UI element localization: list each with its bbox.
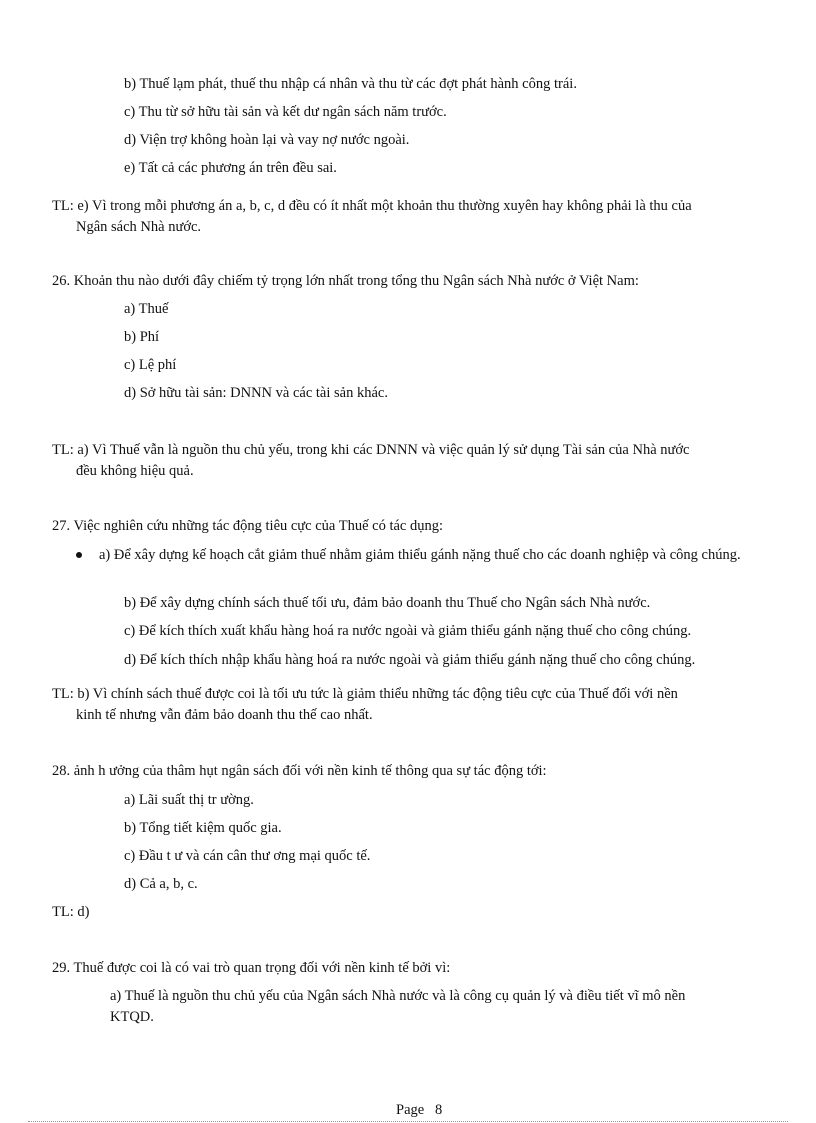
page-number: Page 8 xyxy=(396,1102,443,1118)
answer-26 xyxy=(52,440,758,482)
answer-text: TL: b) Vì chính sách thuế được coi là tối ưu tức là giảm thiểu những tác động tiêu cực của Thuế đối với nền xyxy=(52,686,678,702)
q28-option-b: b) Tổng tiết kiệm quốc gia. xyxy=(124,820,282,836)
question-27: 27. Việc nghiên cứu những tác động tiêu cực của Thuế có tác dụng: xyxy=(52,518,443,534)
answer-continuation: đều không hiệu quả. xyxy=(76,463,194,479)
option-c: c) Thu từ sở hữu tài sản và kết dư ngân sách năm trước. xyxy=(124,104,447,120)
q27-option-d: d) Để kích thích nhập khẩu hàng hoá ra nước ngoài và giảm thiểu gánh nặng thuế cho công chúng. xyxy=(124,652,696,668)
q26-option-d: d) Sở hữu tài sản: DNNN và các tài sản khác. xyxy=(124,385,388,401)
question-28: 28. ảnh h ưởng của thâm hụt ngân sách đối với nền kinh tế thông qua sự tác động tới: xyxy=(52,763,547,779)
option-continuation: KTQD. xyxy=(110,1009,154,1025)
q28-option-d: d) Cả a, b, c. xyxy=(124,876,198,892)
q28-option-a: a) Lãi suất thị tr ường. xyxy=(124,792,254,808)
footer-divider xyxy=(28,1121,788,1122)
q26-option-a: a) Thuế xyxy=(124,301,169,317)
q27-option-b: b) Để xây dựng chính sách thuế tối ưu, đảm bảo doanh thu Thuế cho Ngân sách Nhà nước. xyxy=(124,595,651,611)
q29-option-a xyxy=(110,986,758,1028)
question-29: 29. Thuế được coi là có vai trò quan trọng đối với nền kinh tế bởi vì: xyxy=(52,960,451,976)
option-e: e) Tất cả các phương án trên đều sai. xyxy=(124,160,337,176)
answer-block1 xyxy=(52,196,758,238)
answer-continuation: kinh tế nhưng vẫn đảm bảo doanh thu thế cao nhất. xyxy=(76,707,373,723)
bullet-icon xyxy=(76,552,82,558)
option-b: b) Thuế lạm phát, thuế thu nhập cá nhân và thu từ các đợt phát hành công trái. xyxy=(124,76,577,92)
q26-option-c: c) Lệ phí xyxy=(124,357,177,373)
answer-text: TL: a) Vì Thuế vẫn là nguồn thu chủ yếu, trong khi các DNNN và việc quản lý sử dụng Tài sản của Nhà nước xyxy=(52,442,690,458)
q28-option-c: c) Đầu t ư và cán cân thư ơng mại quốc tế. xyxy=(124,848,371,864)
question-26: 26. Khoản thu nào dưới đây chiếm tỷ trọng lớn nhất trong tổng thu Ngân sách Nhà nước ở Việt Nam: xyxy=(52,273,639,289)
answer-text: TL: e) Vì trong mỗi phương án a, b, c, d đều có ít nhất một khoản thu thường xuyên hay không phải là thu của xyxy=(52,198,692,214)
option-d: d) Viện trợ không hoàn lại và vay nợ nước ngoài. xyxy=(124,132,410,148)
q27-option-c: c) Để kích thích xuất khẩu hàng hoá ra nước ngoài và giảm thiểu gánh nặng thuế cho công chúng. xyxy=(124,623,692,639)
answer-28: TL: d) xyxy=(52,904,90,920)
answer-27 xyxy=(52,684,758,726)
q27-option-a: a) Để xây dựng kế hoạch cắt giảm thuế nhằm giảm thiểu gánh nặng thuế cho các doanh nghiệp và công chúng. xyxy=(99,547,741,563)
option-text: a) Thuế là nguồn thu chủ yếu của Ngân sách Nhà nước và là công cụ quản lý và điều tiết vĩ mô nền xyxy=(110,988,686,1004)
answer-continuation: Ngân sách Nhà nước. xyxy=(76,219,202,235)
q26-option-b: b) Phí xyxy=(124,329,160,345)
